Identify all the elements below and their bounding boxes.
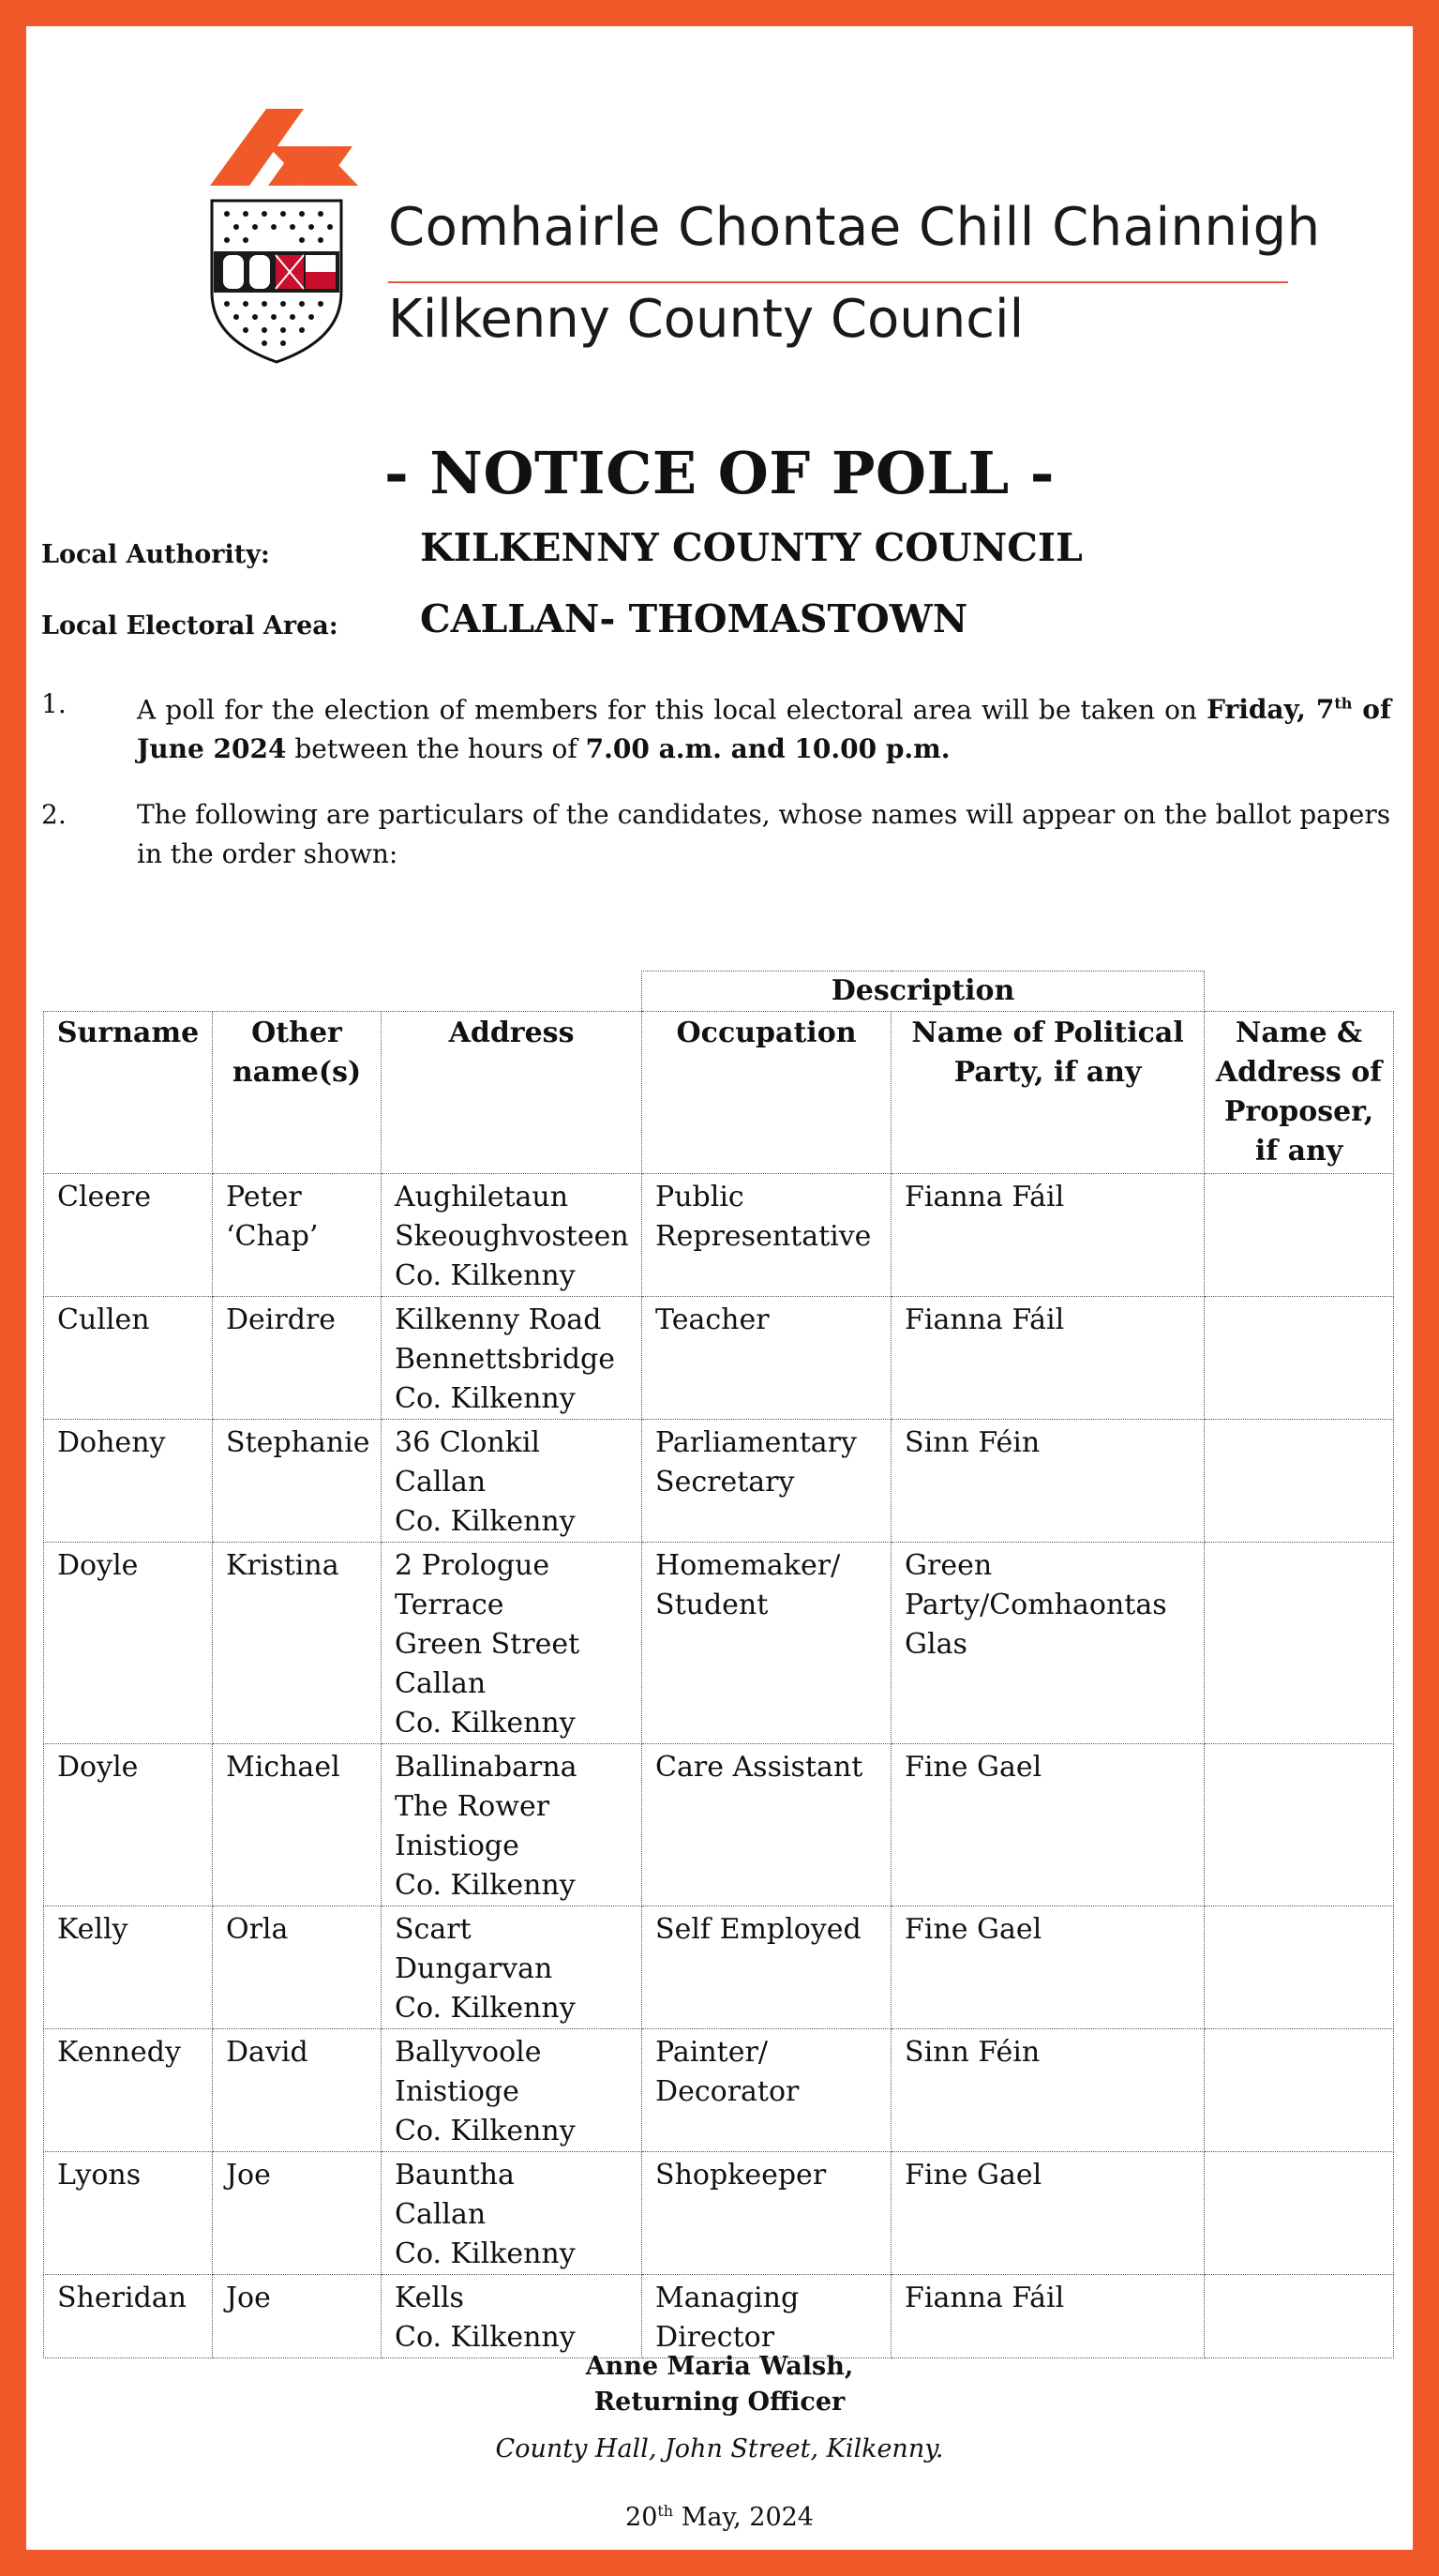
paragraph-number: 2. xyxy=(41,799,67,830)
table-row xyxy=(44,1297,1394,1420)
poll-date-paragraph xyxy=(41,685,1391,769)
occupation-cell: Teacher xyxy=(642,1297,892,1420)
header-spacer xyxy=(44,972,642,1012)
table-row xyxy=(44,2275,1394,2358)
table-row xyxy=(44,1420,1394,1543)
address-line: The Rower xyxy=(395,1790,550,1823)
address-line: Co. Kilkenny xyxy=(395,1382,576,1415)
address-line: Callan xyxy=(395,1667,487,1700)
column-header-surname: Surname xyxy=(44,1012,213,1174)
paragraph-number: 1. xyxy=(41,688,67,719)
other-names-cell: Kristina xyxy=(213,1543,382,1744)
address-cell xyxy=(382,1174,642,1297)
address-line: Kells xyxy=(395,2282,464,2314)
poll-month-year: of June 2024 xyxy=(137,694,1391,765)
address-line: Bauntha xyxy=(395,2159,515,2192)
other-names-cell: David xyxy=(213,2029,382,2152)
table-row xyxy=(44,1543,1394,1744)
electoral-area-label: Local Electoral Area: xyxy=(41,611,338,640)
address-line: Inistioge xyxy=(395,1830,519,1862)
poll-text-a: A poll for the election of members for this local electoral area will be taken on xyxy=(137,694,1207,726)
address-line: 2 Prologue xyxy=(395,1549,550,1582)
description-header: Description xyxy=(642,972,1205,1012)
party-cell: Fine Gael xyxy=(892,1744,1205,1906)
surname-cell: Lyons xyxy=(44,2152,213,2275)
occupation-cell: Self Employed xyxy=(642,1906,892,2029)
occupation-cell: Homemaker/ Student xyxy=(642,1543,892,1744)
occupation-cell: Shopkeeper xyxy=(642,2152,892,2275)
address-line: Bennettsbridge xyxy=(395,1343,616,1376)
poll-day-suffix: th xyxy=(1334,695,1353,713)
address-line: Kilkenny Road xyxy=(395,1303,602,1336)
proposer-cell xyxy=(1205,1543,1394,1744)
address-line: Co. Kilkenny xyxy=(395,1707,576,1740)
address-cell xyxy=(382,1420,642,1543)
other-names-cell: Orla xyxy=(213,1906,382,2029)
address-line: Co. Kilkenny xyxy=(395,1259,576,1292)
notice-date-suffix: th xyxy=(657,2502,674,2520)
officer-address: County Hall, John Street, Kilkenny. xyxy=(495,2434,944,2463)
officer-name: Anne Maria Walsh, xyxy=(585,2352,854,2381)
surname-cell: Cleere xyxy=(44,1174,213,1297)
notice-date-rest: May, 2024 xyxy=(673,2503,814,2532)
other-names-cell: Joe xyxy=(213,2152,382,2275)
address-line: Green Street xyxy=(395,1628,580,1661)
proposer-cell xyxy=(1205,2152,1394,2275)
address-cell xyxy=(382,2029,642,2152)
address-line: Scart xyxy=(395,1913,472,1946)
candidates-table xyxy=(43,971,1394,2358)
other-names-cell: Joe xyxy=(213,2275,382,2358)
poll-text-b: between the hours of xyxy=(286,733,586,765)
party-cell: Fianna Fáil xyxy=(892,2275,1205,2358)
poll-hours: 7.00 a.m. and 10.00 p.m. xyxy=(585,733,951,765)
address-line: Co. Kilkenny xyxy=(395,2237,576,2270)
column-header-party: Name of Political Party, if any xyxy=(892,1012,1205,1174)
address-cell xyxy=(382,2152,642,2275)
address-line: Skeoughvosteen xyxy=(395,1220,629,1253)
address-line: Dungarvan xyxy=(395,1952,553,1985)
address-line: Ballinabarna xyxy=(395,1751,577,1784)
proposer-cell xyxy=(1205,1174,1394,1297)
council-name-english: Kilkenny County Council xyxy=(388,289,1025,350)
electoral-area-value: CALLAN- THOMASTOWN xyxy=(420,596,968,641)
party-cell: Fianna Fáil xyxy=(892,1297,1205,1420)
council-chevron-logo-icon xyxy=(210,109,360,186)
notice-page xyxy=(26,26,1413,2550)
occupation-cell: Managing Director xyxy=(642,2275,892,2358)
column-header-other-names: Other name(s) xyxy=(213,1012,382,1174)
address-line: Callan xyxy=(395,1466,487,1499)
other-names-cell: Michael xyxy=(213,1744,382,1906)
occupation-cell: Painter/ Decorator xyxy=(642,2029,892,2152)
candidates-intro-paragraph xyxy=(41,795,1391,880)
table-row xyxy=(44,1174,1394,1297)
address-cell xyxy=(382,1543,642,1744)
address-line: Co. Kilkenny xyxy=(395,1992,576,2025)
address-line: Terrace xyxy=(395,1589,504,1621)
table-row xyxy=(44,2029,1394,2152)
officer-title: Returning Officer xyxy=(593,2388,846,2417)
address-line: Co. Kilkenny xyxy=(395,2115,576,2147)
address-line: Co. Kilkenny xyxy=(395,2321,576,2354)
party-cell: Fianna Fáil xyxy=(892,1174,1205,1297)
surname-cell: Doheny xyxy=(44,1420,213,1543)
notice-date xyxy=(26,2502,1413,2532)
kilkenny-crest-icon xyxy=(210,199,343,364)
occupation-cell: Care Assistant xyxy=(642,1744,892,1906)
party-cell: Fine Gael xyxy=(892,1906,1205,2029)
occupation-cell: Parliamentary Secretary xyxy=(642,1420,892,1543)
surname-cell: Doyle xyxy=(44,1744,213,1906)
header-spacer xyxy=(1205,972,1394,1012)
other-names-cell: Stephanie xyxy=(213,1420,382,1543)
proposer-cell xyxy=(1205,2275,1394,2358)
address-line: Aughiletaun xyxy=(395,1181,569,1213)
table-row xyxy=(44,1906,1394,2029)
surname-cell: Cullen xyxy=(44,1297,213,1420)
party-cell: Sinn Féin xyxy=(892,1420,1205,1543)
party-cell: Sinn Féin xyxy=(892,2029,1205,2152)
address-line: 36 Clonkil xyxy=(395,1426,541,1459)
table-row xyxy=(44,1744,1394,1906)
local-authority-value: KILKENNY COUNTY COUNCIL xyxy=(420,525,1083,570)
page-title: - NOTICE OF POLL - xyxy=(383,439,1056,507)
address-line: Co. Kilkenny xyxy=(395,1505,576,1538)
proposer-cell xyxy=(1205,1420,1394,1543)
local-authority-label: Local Authority: xyxy=(41,540,270,569)
address-cell xyxy=(382,2275,642,2358)
column-header-occupation: Occupation xyxy=(642,1012,892,1174)
council-logo xyxy=(184,68,1321,368)
address-cell xyxy=(382,1744,642,1906)
candidates-table-body xyxy=(44,1174,1394,2358)
other-names-cell: Deirdre xyxy=(213,1297,382,1420)
notice-date-day: 20 xyxy=(625,2503,658,2532)
party-cell: Green Party/Comhaontas Glas xyxy=(892,1543,1205,1744)
surname-cell: Sheridan xyxy=(44,2275,213,2358)
candidates-intro-text: The following are particulars of the candidates, whose names will appear on the ballot papers in the order shown: xyxy=(137,799,1391,869)
surname-cell: Kennedy xyxy=(44,2029,213,2152)
address-cell xyxy=(382,1906,642,2029)
poll-day: Friday, 7 xyxy=(1207,694,1335,726)
address-line: Callan xyxy=(395,2198,487,2231)
proposer-cell xyxy=(1205,2029,1394,2152)
proposer-cell xyxy=(1205,1906,1394,2029)
surname-cell: Kelly xyxy=(44,1906,213,2029)
council-name-irish: Comhairle Chontae Chill Chainnigh xyxy=(388,197,1321,258)
address-line: Co. Kilkenny xyxy=(395,1869,576,1902)
proposer-cell xyxy=(1205,1744,1394,1906)
other-names-cell: Peter ‘Chap’ xyxy=(213,1174,382,1297)
council-name-divider xyxy=(388,281,1288,283)
table-row xyxy=(44,2152,1394,2275)
column-header-address: Address xyxy=(382,1012,642,1174)
column-header-proposer: Name & Address of Proposer, if any xyxy=(1205,1012,1394,1174)
address-line: Inistioge xyxy=(395,2075,519,2108)
address-cell xyxy=(382,1297,642,1420)
address-line: Ballyvoole xyxy=(395,2036,542,2069)
surname-cell: Doyle xyxy=(44,1543,213,1744)
proposer-cell xyxy=(1205,1297,1394,1420)
occupation-cell: Public Representative xyxy=(642,1174,892,1297)
party-cell: Fine Gael xyxy=(892,2152,1205,2275)
